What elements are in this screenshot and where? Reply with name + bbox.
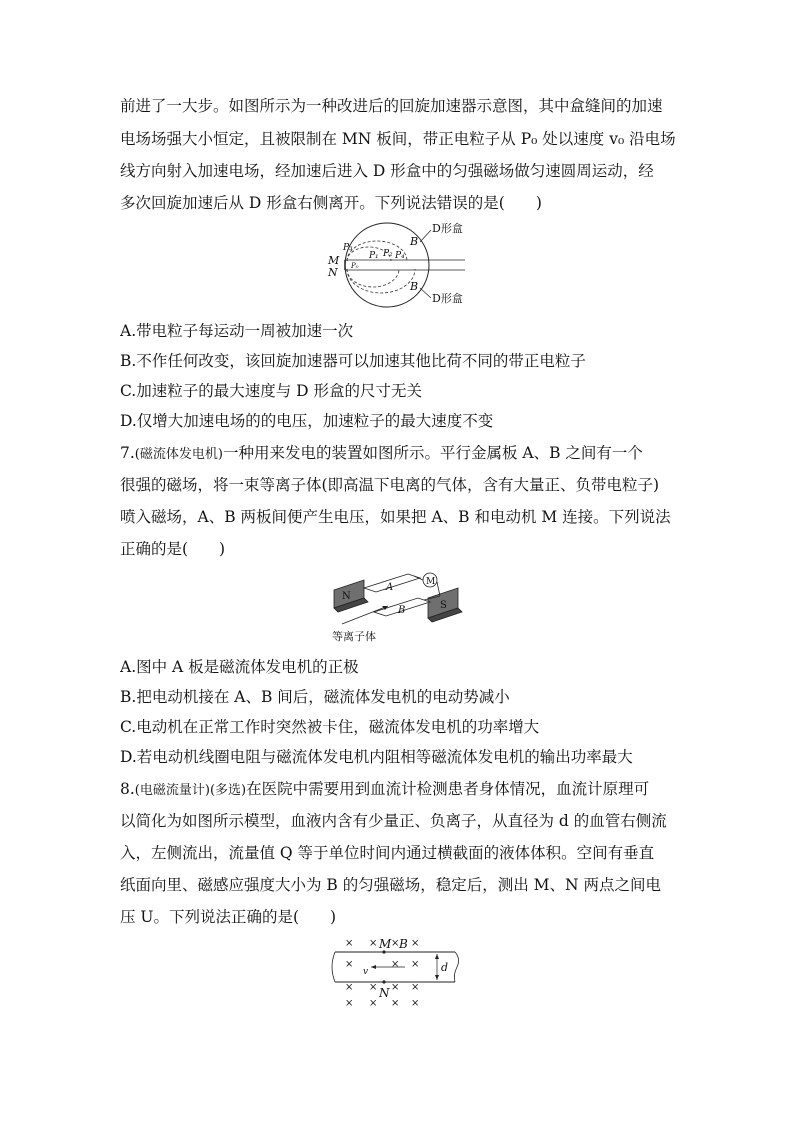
d-label: d bbox=[441, 961, 449, 974]
d-box-bottom-label: D形盒 bbox=[432, 292, 463, 305]
cyclotron-figure bbox=[325, 220, 475, 310]
q7-stem-line: 喷入磁场，A、B 两板间便产生电压，如果把 A、B 和电动机 M 连接。下列说法 bbox=[120, 508, 671, 526]
svg-text:×: × bbox=[391, 982, 400, 993]
m-point-label: M bbox=[379, 937, 392, 951]
q6-stem-line: 电场场强大小恒定，且被限制在 MN 板间，带正电粒子从 P₀ 处以速度 v₀ 沿电场 bbox=[120, 130, 676, 148]
p2-label: P₂ bbox=[383, 249, 393, 259]
q6-stem-line: 前进了一大步。如图所示为一种改进后的回旋加速器示意图，其中盒缝间的加速 bbox=[120, 97, 663, 115]
q7-option: C.电动机在正常工作时突然被卡住，磁流体发电机的功率增大 bbox=[120, 718, 540, 736]
q8-stem-line: 压 U。下列说法正确的是( ) bbox=[120, 908, 337, 926]
svg-text:×: × bbox=[345, 938, 354, 949]
plate-b-label: B bbox=[398, 605, 406, 616]
q7-stem-line: 正确的是( ) bbox=[120, 540, 226, 558]
q7-stem-line: 很强的磁场，将一束等离子体(即高温下电离的气体，含有大量正、负带电粒子) bbox=[120, 476, 660, 494]
svg-text:×: × bbox=[391, 938, 400, 949]
q6-stem-line: 多次回旋加速后从 D 形盒右侧离开。下列说法错误的是( ) bbox=[120, 194, 542, 212]
q6-stem-line: 线方向射入加速电场，经加速后进入 D 形盒中的匀强磁场做匀速圆周运动，经 bbox=[120, 162, 654, 180]
m-label: M bbox=[328, 254, 340, 267]
q8-stem-line: 纸面向里、磁感应强度大小为 B 的匀强磁场，稳定后，测出 M、N 两点之间电 bbox=[120, 876, 662, 894]
p3-label: P₃ bbox=[343, 243, 353, 253]
flowmeter-figure bbox=[325, 934, 470, 1010]
q6-option: A.带电粒子每运动一周被加速一次 bbox=[120, 322, 354, 340]
q7-stem-first-line bbox=[120, 442, 680, 466]
svg-text:×: × bbox=[345, 982, 354, 993]
q6-option: C.加速粒子的最大速度与 D 形盒的尺寸无关 bbox=[120, 382, 423, 400]
b-field-label: B bbox=[399, 937, 408, 951]
b-label-bottom: B bbox=[410, 280, 419, 293]
svg-text:×: × bbox=[345, 959, 354, 970]
q8-stem-line: 以简化为如图所示模型，血液内含有少量正、负离子，从直径为 d 的血管右侧流 bbox=[120, 812, 667, 830]
plasma-label: 等离子体 bbox=[332, 630, 376, 643]
q7-option: B.把电动机接在 A、B 间后，磁流体发电机的电动势减小 bbox=[120, 688, 510, 706]
svg-text:×: × bbox=[391, 959, 400, 970]
q8-number: 8. bbox=[120, 780, 135, 798]
q6-option: D.仅增大加速电场的的电压，加速粒子的最大速度不变 bbox=[120, 412, 494, 430]
q7-number: 7. bbox=[120, 444, 135, 462]
p0-label: P₀ bbox=[351, 262, 359, 270]
q7-option: D.若电动机线圈电阻与磁流体发电机内阻相等磁流体发电机的输出功率最大 bbox=[120, 748, 633, 766]
q8-stem-line: 入，左侧流出，流量值 Q 等于单位时间内通过横截面的液体体积。空间有垂直 bbox=[120, 844, 655, 862]
q8-stem-first-line bbox=[120, 778, 680, 802]
q6-option: B.不作任何改变，该回旋加速器可以加速其他比荷不同的带正电粒子 bbox=[120, 352, 586, 370]
svg-text:×: × bbox=[369, 938, 378, 949]
n-point-label: N bbox=[379, 986, 390, 1000]
svg-text:×: × bbox=[411, 998, 420, 1009]
magnet-s-label: S bbox=[440, 600, 447, 611]
svg-text:×: × bbox=[411, 938, 420, 949]
b-label-top: B bbox=[410, 235, 419, 248]
q8-stem-first: 在医院中需要用到血流计检测患者身体情况，血流计原理可 bbox=[246, 780, 650, 798]
mhd-generator-figure bbox=[328, 568, 473, 648]
plate-a-label: A bbox=[386, 582, 394, 593]
v-label: v bbox=[363, 967, 369, 977]
q7-option: A.图中 A 板是磁流体发电机的正极 bbox=[120, 658, 359, 676]
svg-text:×: × bbox=[411, 982, 420, 993]
n-label: N bbox=[328, 266, 338, 279]
d-box-top-label: D形盒 bbox=[432, 222, 463, 235]
magnet-n-label: N bbox=[342, 591, 351, 602]
p4-label: P₄ bbox=[395, 251, 405, 261]
svg-text:×: × bbox=[345, 998, 354, 1009]
q8-tag: (电磁流量计)(多选) bbox=[134, 783, 247, 798]
svg-text:×: × bbox=[369, 982, 378, 993]
motor-m-label: M bbox=[426, 577, 436, 587]
svg-text:×: × bbox=[369, 998, 378, 1009]
q7-tag: (磁流体发电机) bbox=[134, 447, 223, 462]
p1-label: P₁ bbox=[369, 251, 379, 261]
svg-text:×: × bbox=[411, 959, 420, 970]
q7-stem-first: 一种用来发电的装置如图所示。平行金属板 A、B 之间有一个 bbox=[222, 444, 643, 462]
svg-text:×: × bbox=[391, 998, 400, 1009]
